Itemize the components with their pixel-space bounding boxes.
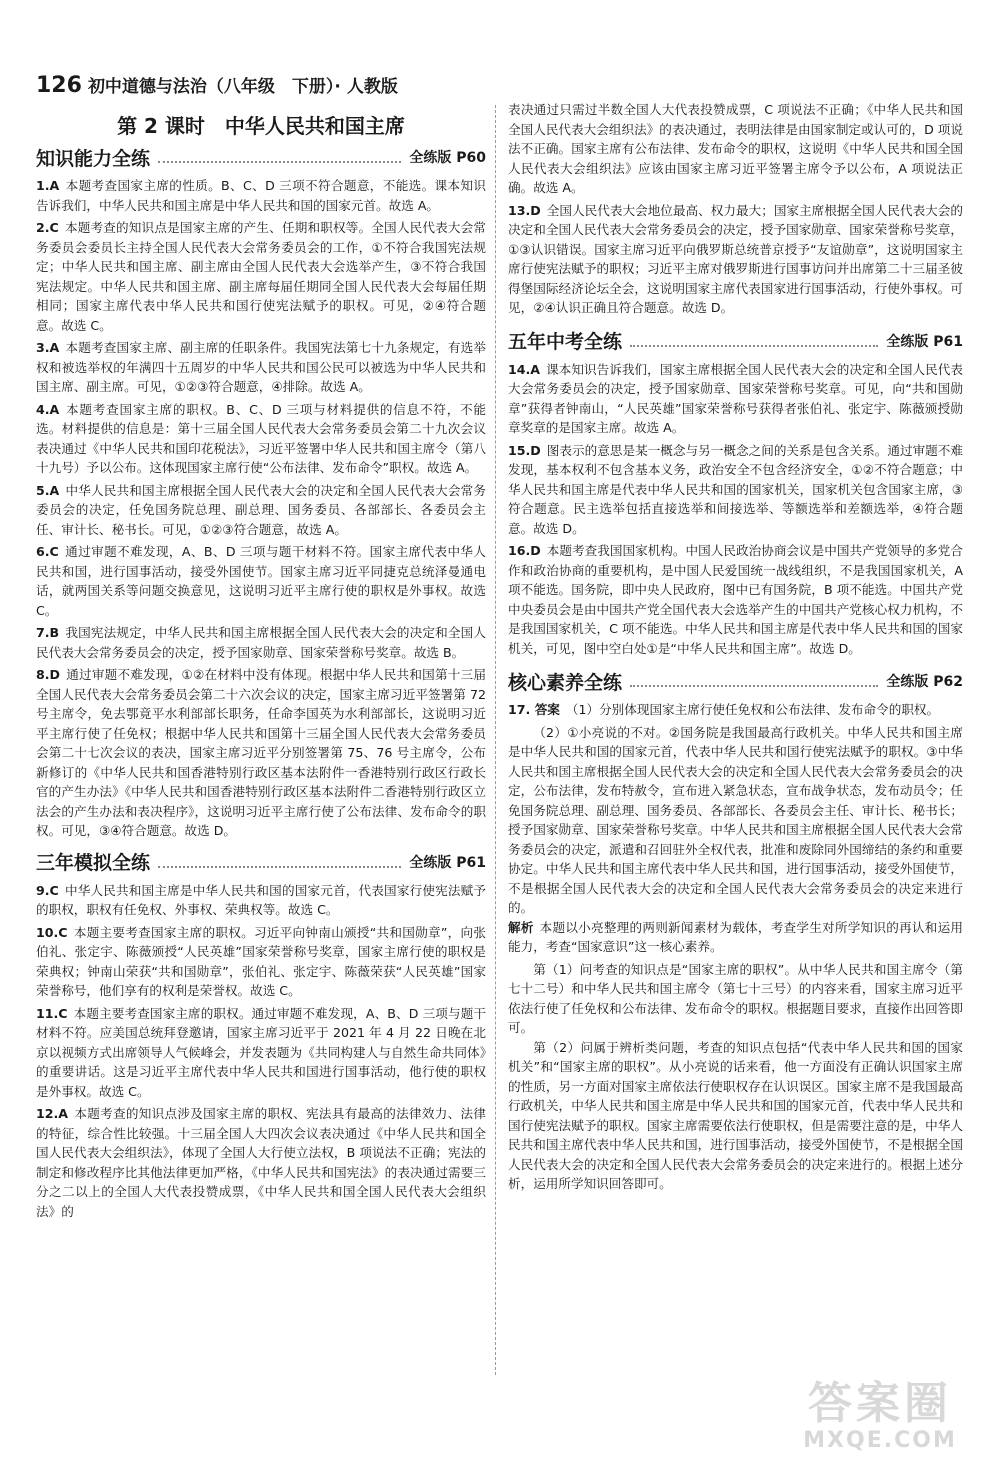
answer-text: 本题主要考查国家主席的职权。通过审题不难发现，A、B、D 三项与题干材料不符。应美国总统拜登邀请，国家主席习近平于 2021 年 4 月 22 日晚在北京以视频方式出席领导人气候峰会，并发表题为《共同构建人与自然生命共同体》的重要讲话。这是习近平主席代表中华人民共和国进行国事活动，他行使的职权是外事权。故选 C。 [36, 1005, 486, 1099]
answer-label: 11.C [36, 1005, 68, 1021]
answer-text: （1）分别体现国家主席行使任免权和公布法律、发布命令的职权。 [565, 702, 940, 717]
watermark [780, 1380, 980, 1453]
answer-text: 中华人民共和国主席根据全国人民代表大会的决定和全国人民代表大会常务委员会的决定，任免国务院总理、副总理、国务委员、各部部长、各委员会主任、审计长、秘书长。可见，①②③符合题意，故选 A。 [36, 482, 486, 537]
answer-label: 9.C [36, 882, 59, 898]
column-divider [495, 105, 496, 1375]
answer-label: 7.B [36, 625, 60, 640]
answer-text: 课本知识告诉我们，国家主席根据全国人民代表大会的决定和全国人民代表大会常务委员会的决定，授予国家勋章、国家荣誉称号奖章。可见，向“共和国勋章”获得者钟南山，“人民英雄”国家荣誉称号获得者张伯礼、张定宇、陈薇颁授勋章奖章的是国家主席。故选 A。 [508, 361, 963, 435]
analysis-paragraph: 第（1）问考查的知识点是“国家主席的职权”。从中华人民共和国主席令（第七十二号）和中华人民共和国主席令（第七十三号）的内容来看，国家主席习近平依法行使了任免权和公布法律、发布命令的职权。根据题目要求，直接作出回答即可。 [508, 961, 963, 1035]
answer-label: 1.A [36, 178, 60, 193]
answer-continuation: 表决通过只需过半数全国人大代表投赞成票，C 项说法不正确；《中华人民共和国全国人民代表大会组织法》的表决通过，表明法律是由国家制定或认可的，D 项说法不正确。国家主席有公布法律、发布命令的职权，这说明《中华人民共和国全国人民代表大会组织法》应该由国家主席习近平签署主席令予以公布，A 项说法正确。故选 A。 [508, 102, 963, 195]
answer-text: 我国宪法规定，中华人民共和国主席根据全国人民代表大会的决定和全国人民代表大会常务委员会的决定，授予国家勋章、国家荣誉称号奖章。故选 B。 [36, 625, 486, 660]
answer-item [36, 1004, 486, 1102]
answer-text: 本题考查国家主席的职权。B、C、D 三项与材料提供的信息不符，不能选。材料提供的信息是：第十三届全国人民代表大会常务委员会第二十九次会议表决通过《中华人民共和国印花税法》，习近平签署中华人民共和国主席令（第八十九号）予以公布。这体现国家主席行使“公布法律、发布命令”职权。故选 A。 [36, 401, 486, 475]
answer-text: 图表示的意思是某一概念与另一概念之间的关系是包含关系。通过审题不难发现，基本权利不包含基本义务，政治安全不包含经济安全，①②不符合题意；中华人民共和国主席是代表中华人民共和国的国家机关，国家机关包含国家主席，③符合题意。民主选举包括直接选举和间接选举、等额选举和差额选举，④符合题意。故选 D。 [508, 442, 963, 536]
section-ref: 全练版 P61 [409, 854, 486, 871]
leader-dots [158, 856, 401, 868]
answer-item [36, 176, 486, 215]
answer-text: 全国人民代表大会地位最高、权力最大；国家主席根据全国人民代表大会的决定和全国人民代表大会常务委员会的决定，授予国家勋章、国家荣誉称号奖章，①③认识错误。国家主席习近平向俄罗斯总统普京授予“友谊勋章”，这说明国家主席行使宪法赋予的职权；习近平主席对俄罗斯进行国事访问并出席第二十三届圣彼得堡国际经济论坛全会，这说明国家主席代表国家进行国事活动，行使外事权。可见，②④认识正确且符合题意。故选 D。 [508, 202, 963, 315]
answer-label: 16.D [508, 543, 541, 558]
left-column [36, 144, 486, 1224]
answer-label: 8.D [36, 667, 61, 682]
right-column [508, 100, 963, 1194]
analysis-paragraph: 第（2）问属于辨析类问题，考查的知识点包括“代表中华人民共和国的国家机关”和“国家主席的职权”。从小亮说的话来看，他一方面没有正确认识国家主席的性质，另一方面对国家主席依法行使职权存在认识误区。国家主席不是我国最高行政机关，中华人民共和国主席是中华人民共和国的国家元首，代表中华人民共和国行使宪法赋予的职权。国家主席需要依法行使职权，但是需要注意的是，中华人民共和国主席代表中华人民共和国，进行国事活动，接受外国使节，不是根据全国人民代表大会的决定和全国人民代表大会常务委员会的决定来进行的。根据上述分析，运用所学知识回答即可。 [508, 1039, 963, 1191]
section-title: 五年中考全练 [508, 331, 623, 353]
section-header-core [508, 668, 963, 694]
answer-text: 本题考查的知识点是国家主席的产生、任期和职权等。全国人民代表大会常务委员会委员长主持全国人民代表大会常务委员会的工作，①不符合我国宪法规定；中华人民共和国主席、副主席由全国人民代表大会选举产生，③不符合我国宪法规定。中华人民共和国主席、副主席每届任期同全国人民代表大会每届任期相同；国家主席代表中华人民共和国行使宪法赋予的职权。可见，②④符合题意。故选 C。 [36, 220, 486, 333]
answer-item [36, 481, 486, 540]
answer-text: 中华人民共和国主席是中华人民共和国的国家元首，代表国家行使宪法赋予的职权，职权有任免权、外事权、荣典权等。故选 C。 [36, 882, 486, 917]
answer-item [36, 623, 486, 662]
answer-item [36, 881, 486, 920]
analysis-item [508, 918, 963, 957]
answer-item [36, 218, 486, 335]
answer-text: 本题考查国家主席、副主席的任职条件。我国宪法第七十九条规定，有选举权和被选举权的年满四十五周岁的中华人民共和国公民可以被选为中华人民共和国主席、副主席。可见，①②③符合题意，④排除。故选 A。 [36, 340, 486, 394]
answer-text: 本题主要考查国家主席的职权。习近平向钟南山颁授“共和国勋章”，向张伯礼、张定宇、陈薇颁授“人民英雄”国家荣誉称号奖章，国家主席行使的职权是荣典权；钟南山荣获“共和国勋章”，张伯礼、张定宇、陈薇荣获“人民英雄”国家荣誉称号，他们享有的权利是荣誉权。故选 C。 [36, 924, 486, 998]
answer-item [508, 541, 963, 658]
answer-text: 通过审题不难发现，①②在材料中没有体现。根据中华人民共和国第十三届全国人民代表大会常务委员会第二十六次会议的决定，国家主席习近平签署第 72 号主席令，免去鄂竟平水利部部长职务，任命李国英为水利部部长，这说明习近平主席行使了任免权；根据中华人民共和国第十三届全国人民代表大会常务委员会第二十七次会议的表决，国家主席习近平分别签署第 75、76 号主席令，公布新修订的《中华人民共和国香港特别行政区基本法附件一香港特别行政区行政长官的产生办法》《中华人民共和国香港特别行政区基本法附件二香港特别行政区立法会的产生办法和表决程序》，这说明习近平主席行使了公布法律、发布命令的职权。可见，③④符合题意。故选 D。 [36, 667, 486, 838]
answer-label: 3.A [36, 340, 60, 355]
section-ref: 全练版 P61 [886, 333, 963, 350]
section-title: 核心素养全练 [508, 671, 623, 694]
answer-text: 通过审题不难发现，A、B、D 三项与题干材料不符。国家主席代表中华人民共和国，进行国事活动，接受外国使节。国家主席习近平同捷克总统泽曼通电话，就两国关系等问题交换意见，这说明习近平主席行使的职权是外事权。故选 C。 [36, 544, 486, 618]
answer-text: 本题考查的知识点涉及国家主席的职权、宪法具有最高的法律效力、法律的特征，综合性比较强。十三届全国人大四次会议表决通过《中华人民共和国全国人民代表大会组织法》，体现了全国人大行使立法权，B 项说法不正确；宪法的制定和修改程序比其他法律更加严格，《中华人民共和国宪法》的表决通过需要三分之二以上的全国人大代表投赞成票，《中华人民共和国全国人民代表大会组织法》的 [36, 1106, 486, 1219]
page-number: 126 [36, 73, 82, 98]
analysis-label: 解析 [508, 919, 534, 935]
answer-label: 10.C [36, 924, 68, 940]
answer-item [508, 700, 963, 720]
answer-label: 5.A [36, 482, 60, 498]
section-header-five-year [508, 328, 963, 354]
answer-text: 本题考查我国国家机构。中国人民政治协商会议是中国共产党领导的多党合作和政治协商的重要机构，是中国人民爱国统一战线组织，不是我国国家机关，A 项不能选。国务院，即中央人民政府，图中已有国务院，B 项不能选。中国共产党中央委员会是由中国共产党全国代表大会选举产生的中国共产党核心权力机构，不是我国国家机关，C 项不能选。中华人民共和国主席是代表中华人民共和国的国家机关，可见，图中空白处①是“中华人民共和国主席”。故选 D。 [508, 543, 963, 656]
section-title: 三年模拟全练 [36, 852, 151, 874]
answer-item [36, 542, 486, 620]
watermark-url: MXQE.COM [803, 1428, 957, 1453]
answer-item [508, 360, 963, 438]
analysis-text: 本题以小亮整理的两则新闻素材为载体，考查学生对所学知识的再认和运用能力，考查“国家意识”这一核心素养。 [508, 919, 964, 954]
section-ref: 全练版 P60 [409, 150, 486, 166]
answer-label: 13.D [508, 202, 541, 218]
section-header-knowledge [36, 144, 486, 170]
leader-dots [630, 335, 878, 347]
lesson-title: 第 2 课时 中华人民共和国主席 [117, 114, 405, 138]
answer-item [36, 665, 486, 841]
answer-label: 12.A [36, 1106, 69, 1121]
answer-text: 本题考查国家主席的性质。B、C、D 三项不符合题意，不能选。课本知识告诉我们，中华人民共和国主席是中华人民共和国的国家元首。故选 A。 [36, 178, 486, 213]
book-title: 初中道德与法治（八年级 下册）· 人教版 [87, 77, 398, 97]
answer-label: 17. 答案 [508, 702, 560, 717]
answer-paragraph: （2）①小亮说的不对。②国务院是我国最高行政机关。中华人民共和国主席是中华人民共和国的国家元首，代表中华人民共和国行使宪法赋予的职权。③中华人民共和国主席根据全国人民代表大会的决定和全国人民代表大会常务委员会的决定，公布法律，发布特赦令，宣布进入紧急状态，宣布战争状态，发布动员令；任免国务院总理、副总理、国务委员、各部部长、各委员会主任、审计长、秘书长；授予国家勋章、国家荣誉称号奖章。中华人民共和国主席根据全国人民代表大会常务委员会的决定，派遣和召回驻外全权代表，批准和废除同外国缔结的条约和重要协定。中华人民共和国主席代表中华人民共和国，进行国事活动，接受外国使节，不是根据全国人民代表大会的决定和全国人民代表大会常务委员会的决定来进行的。 [508, 724, 963, 915]
answer-item [36, 400, 486, 478]
leader-dots [158, 151, 401, 163]
section-header-three-year [36, 849, 486, 875]
answer-item [508, 201, 963, 318]
answer-label: 6.C [36, 544, 59, 559]
page-header [36, 72, 398, 98]
answer-item [36, 923, 486, 1001]
section-ref: 全练版 P62 [886, 674, 963, 690]
answer-label: 14.A [508, 361, 541, 377]
answer-label: 15.D [508, 442, 541, 458]
answer-item [36, 338, 486, 397]
answer-item [508, 441, 963, 539]
watermark-logo-text: 答案圈 [808, 1378, 952, 1429]
answer-label: 2.C [36, 220, 59, 235]
section-title: 知识能力全练 [36, 147, 151, 170]
leader-dots [630, 675, 878, 687]
answer-label: 4.A [36, 401, 60, 417]
answer-item [36, 1104, 486, 1221]
